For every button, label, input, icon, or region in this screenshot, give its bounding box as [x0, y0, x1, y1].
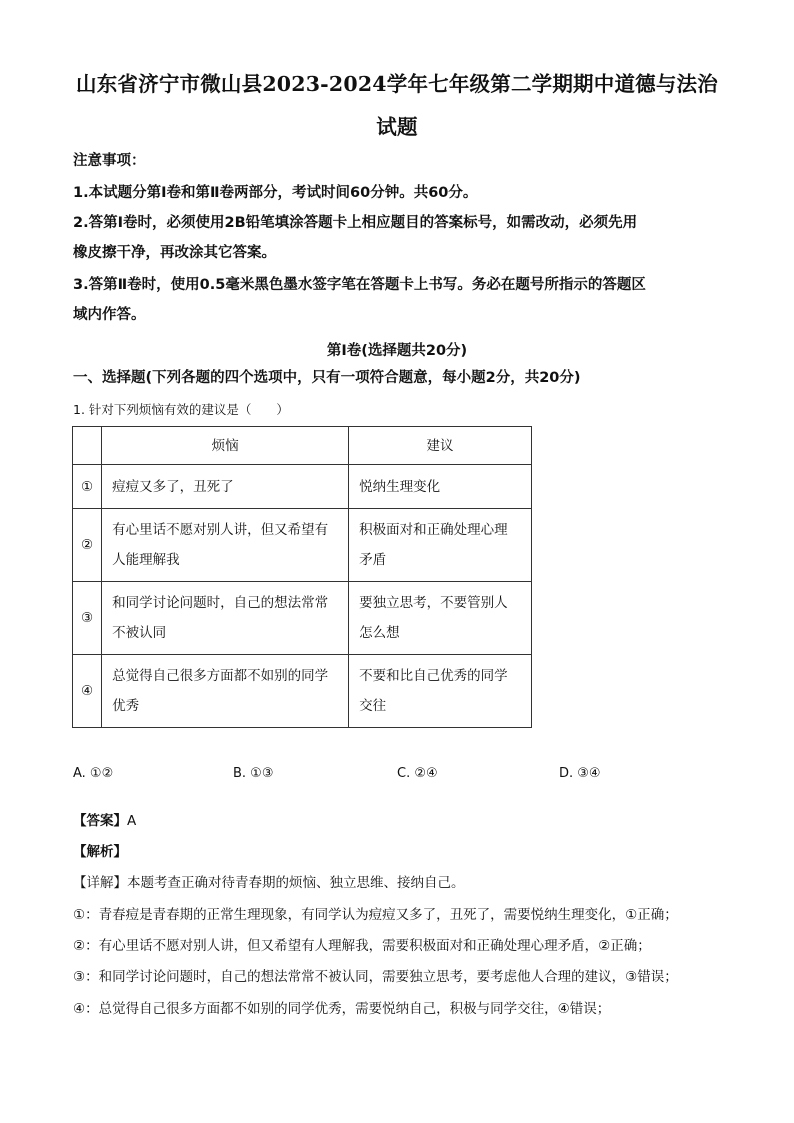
table-row	[73, 509, 532, 582]
detail-label: 【详解】	[73, 875, 127, 891]
notice-heading: 注意事项：	[73, 153, 146, 169]
advice-cell: 悦纳生理变化	[349, 465, 532, 509]
answer-label: 【答案】	[73, 813, 127, 829]
detail-line	[73, 871, 465, 891]
document-title-line2: 试题	[376, 115, 418, 139]
worry-cell: 和同学讨论问题时，自己的想法常常 不被认同	[102, 582, 349, 655]
explanation-line-2: ②：有心里话不愿对别人讲，但又希望有人理解我，需要积极面对和正确处理心理矛盾，②正确；	[73, 938, 651, 954]
detail-text: 本题考查正确对待青春期的烦恼、独立思维、接纳自己。	[127, 875, 465, 891]
worry-cell: 总觉得自己很多方面都不如别的同学 优秀	[102, 655, 349, 728]
option-d: D. ③④	[559, 766, 601, 781]
table-row	[73, 655, 532, 728]
notice-item-1: 1.本试题分第Ⅰ卷和第Ⅱ卷两部分，考试时间60分钟。共60分。	[73, 185, 478, 201]
table-row	[73, 465, 532, 509]
section-subtitle: 一、选择题(下列各题的四个选项中，只有一项符合题意，每小题2分，共20分)	[73, 370, 581, 386]
worry-cell: 有心里话不愿对别人讲，但又希望有 人能理解我	[102, 509, 349, 582]
advice-cell: 要独立思考，不要管别人 怎么想	[349, 582, 532, 655]
notice-item-2-line2: 橡皮擦干净，再改涂其它答案。	[73, 245, 276, 261]
worry-cell: 痘痘又多了，丑死了	[102, 465, 349, 509]
table-header-cell-blank	[73, 427, 102, 465]
table-header-advice: 建议	[349, 427, 532, 465]
row-number: ①	[73, 465, 102, 509]
question-1-stem: 1. 针对下列烦恼有效的建议是（ ）	[73, 402, 289, 417]
document-title-line1: 山东省济宁市微山县2023-2024学年七年级第二学期期中道德与法治	[76, 72, 718, 96]
analysis-line	[73, 840, 127, 860]
option-a: A. ①②	[73, 766, 114, 781]
table-header-worry: 烦恼	[102, 427, 349, 465]
notice-item-3-line2: 域内作答。	[73, 307, 146, 323]
advice-cell: 积极面对和正确处理心理 矛盾	[349, 509, 532, 582]
explanation-line-4: ④：总觉得自己很多方面都不如别的同学优秀，需要悦纳自己，积极与同学交往，④错误；	[73, 1001, 611, 1017]
notice-item-3-line1: 3.答第Ⅱ卷时，使用0.5毫米黑色墨水签字笔在答题卡上书写。务必在题号所指示的答题区	[73, 277, 646, 293]
table-header-row	[73, 427, 532, 465]
table-row	[73, 582, 532, 655]
option-c: C. ②④	[397, 766, 438, 781]
explanation-line-1: ①：青春痘是青春期的正常生理现象，有同学认为痘痘又多了，丑死了，需要悦纳生理变化，①正确；	[73, 907, 678, 923]
advice-cell: 不要和比自己优秀的同学 交往	[349, 655, 532, 728]
option-b: B. ①③	[233, 766, 274, 781]
row-number: ③	[73, 582, 102, 655]
analysis-label: 【解析】	[73, 844, 127, 860]
answer-value: A	[127, 813, 137, 829]
notice-item-2-line1: 2.答第Ⅰ卷时，必须使用2B铅笔填涂答题卡上相应题目的答案标号，如需改动，必须先用	[73, 215, 638, 231]
explanation-line-3: ③：和同学讨论问题时，自己的想法常常不被认同，需要独立思考，要考虑他人合理的建议，③错误；	[73, 969, 678, 985]
section-title: 第Ⅰ卷(选择题共20分)	[326, 343, 468, 359]
answer-line	[73, 809, 136, 829]
question-1-table	[72, 426, 532, 728]
row-number: ②	[73, 509, 102, 582]
row-number: ④	[73, 655, 102, 728]
